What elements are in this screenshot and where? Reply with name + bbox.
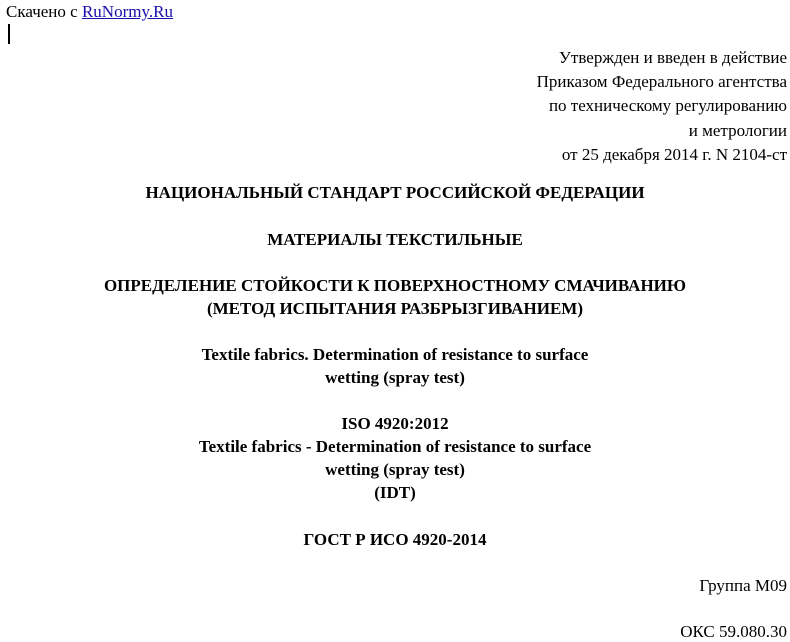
subject-heading [0, 228, 790, 251]
iso-number: ISO 4920:2012 [341, 414, 449, 433]
approval-line: и метрологии [688, 120, 787, 140]
russian-title-line: (МЕТОД ИСПЫТАНИЯ РАЗБРЫЗГИВАНИЕМ) [206, 299, 584, 318]
gost-number: ГОСТ Р ИСО 4920-2014 [303, 530, 487, 549]
russian-title-line: ОПРЕДЕЛЕНИЕ СТОЙКОСТИ К ПОВЕРХНОСТНОМУ СМАЧИВАНИЮ [103, 276, 687, 295]
english-title-line: Textile fabrics. Determination of resistance to surface [201, 345, 589, 364]
english-title-line: wetting (spray test) [325, 368, 465, 387]
approval-block [537, 46, 787, 167]
subject-title: МАТЕРИАЛЫ ТЕКСТИЛЬНЫЕ [267, 230, 523, 249]
iso-reference-block [0, 412, 790, 504]
national-standard-heading [0, 181, 790, 204]
russian-title-block [0, 274, 790, 320]
iso-title-line: Textile fabrics - Determination of resistance to surface [198, 437, 592, 456]
english-title-block [0, 343, 790, 389]
runormy-link[interactable]: RuNormy.Ru [81, 2, 173, 21]
gost-heading [0, 528, 790, 551]
group-code: Группа М09 [699, 576, 787, 595]
iso-equivalence: (IDT) [374, 483, 416, 502]
approval-line: от 25 декабря 2014 г. N 2104-ст [561, 144, 787, 164]
text-cursor [8, 24, 10, 44]
approval-line: по техническому регулированию [548, 96, 787, 116]
national-standard-title: НАЦИОНАЛЬНЫЙ СТАНДАРТ РОССИЙСКОЙ ФЕДЕРАЦИИ [145, 183, 645, 202]
download-source-line [6, 2, 173, 22]
approval-line: Приказом Федерального агентства [536, 72, 787, 92]
approval-line: Утвержден и введен в действие [558, 48, 787, 67]
download-source-prefix: Скачено с [6, 2, 82, 21]
iso-title-line: wetting (spray test) [325, 460, 465, 479]
oks-code: ОКС 59.080.30 [680, 622, 787, 641]
